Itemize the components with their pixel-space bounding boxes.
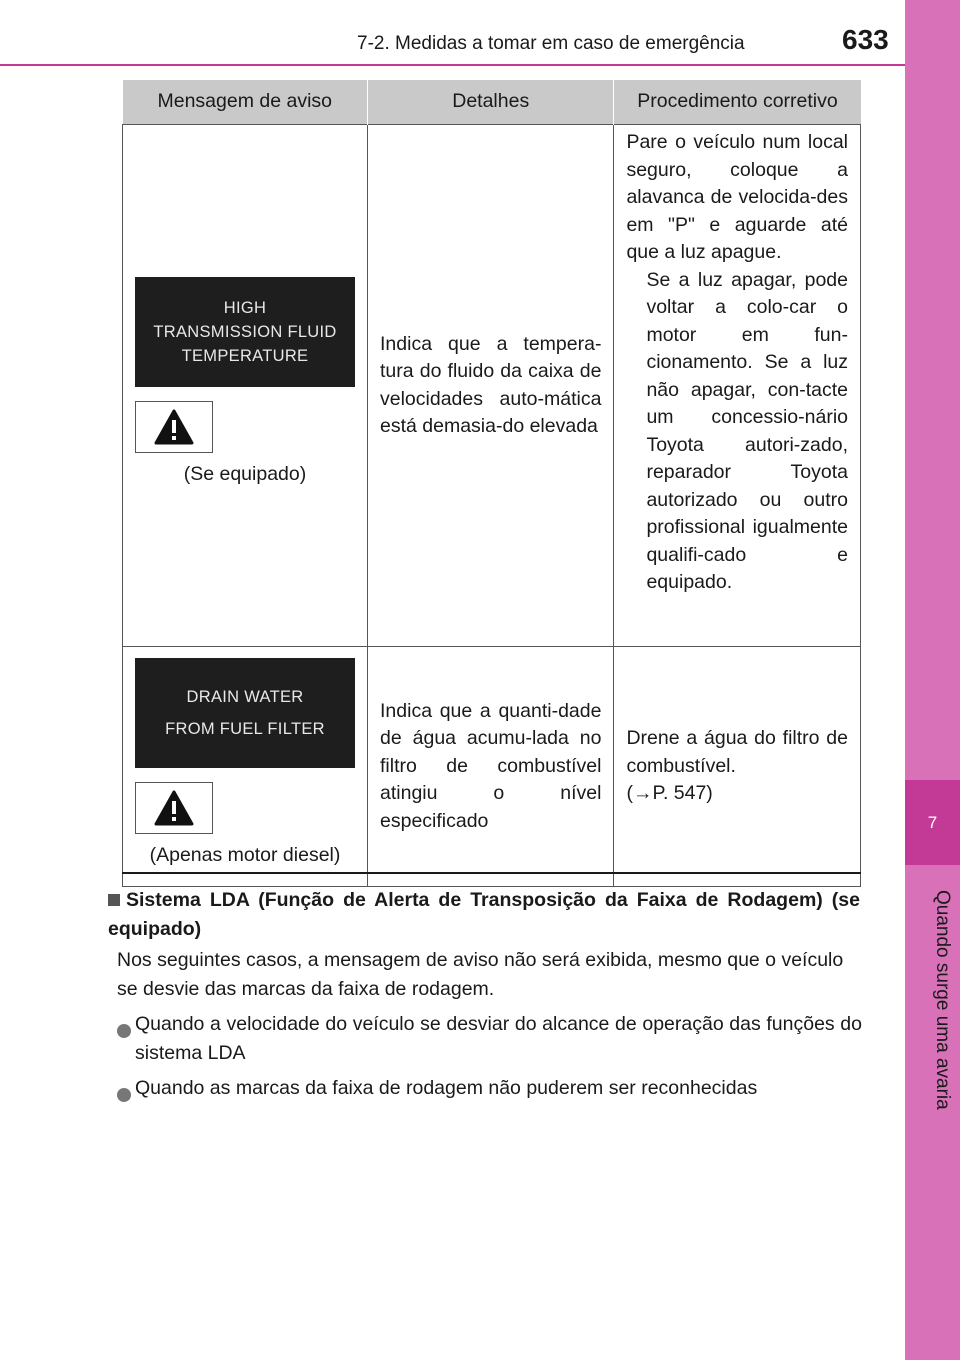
warning-message-table <box>122 80 861 887</box>
list-item <box>117 1074 862 1110</box>
bullet-dot-icon <box>117 1024 131 1038</box>
column-header: Mensagem de aviso <box>123 80 368 125</box>
bullet-text: Quando a velocidade do veículo se desviar do alcance de operação das funções do sistema LDA <box>135 1013 862 1064</box>
details-text: Indica que a tempera-tura do fluido da caixa de velocidades auto-mática está demasia-do elevada <box>380 332 602 437</box>
procedure-cell <box>614 125 861 647</box>
section-divider <box>122 872 861 874</box>
display-line: DRAIN WATER <box>186 687 304 706</box>
section-title: 7-2. Medidas a tomar em caso de emergência <box>357 33 745 54</box>
chapter-number-tab <box>905 780 960 865</box>
bullet-dot-icon <box>117 1088 131 1102</box>
page-number: 633 <box>842 24 889 55</box>
warning-message-cell <box>123 647 368 887</box>
row-caption: (Se equipado) <box>183 462 307 485</box>
procedure-cell <box>614 647 861 887</box>
chapter-label: Quando surge uma avaria <box>932 890 953 1110</box>
table-header-row <box>123 80 861 125</box>
display-message <box>135 277 355 387</box>
chapter-number: 7 <box>927 812 938 832</box>
procedure-text: Pare o veículo num local seguro, coloque a alavanca de velocida-des em "P" e aguarde até que a luz apague. <box>626 131 848 263</box>
warning-triangle-icon <box>135 401 213 453</box>
row-caption: (Apenas motor diesel) <box>149 843 341 866</box>
display-line: TEMPERATURE <box>181 346 309 365</box>
procedure-text: Drene a água do filtro de combustível. <box>626 727 848 777</box>
page-reference: (→P. 547) <box>626 782 713 805</box>
side-tab-upper <box>905 0 960 780</box>
table-row <box>123 125 861 647</box>
display-line: TRANSMISSION FLUID <box>153 322 337 341</box>
subsection-heading <box>108 886 860 944</box>
header-divider <box>0 64 905 66</box>
column-header: Detalhes <box>368 80 614 125</box>
details-cell <box>368 125 614 647</box>
bullet-text: Quando as marcas da faixa de rodagem não puderem ser reconhecidas <box>135 1077 758 1099</box>
list-item <box>117 1010 862 1068</box>
table-row <box>123 647 861 887</box>
subsection-title: Sistema LDA (Função de Alerta de Transposição da Faixa de Rodagem) (se equipado) <box>108 889 860 940</box>
display-line: FROM FUEL FILTER <box>165 719 325 738</box>
warning-triangle-icon <box>135 782 213 834</box>
display-line: HIGH <box>223 298 267 317</box>
square-bullet-icon <box>108 894 120 906</box>
display-message <box>135 658 355 768</box>
details-cell <box>368 647 614 887</box>
warning-message-cell <box>123 125 368 647</box>
intro-paragraph: Nos seguintes casos, a mensagem de aviso não será exibida, mesmo que o veículo se desvie das marcas da faixa de rodagem. <box>117 949 844 1000</box>
details-text: Indica que a quanti-dade de água acumu-lada no filtro de combustível atingiu o nível especificado <box>380 699 602 832</box>
procedure-subtext: Se a luz apagar, pode voltar a colo-car o motor em fun-cionamento. Se a luz não apagar, con-tacte um concessio-nário Toyota autori-zado, reparador Toyota autorizado ou outro profissional igualmente qualifi-cado e equipado. <box>646 268 848 593</box>
column-header: Procedimento corretivo <box>614 80 861 125</box>
